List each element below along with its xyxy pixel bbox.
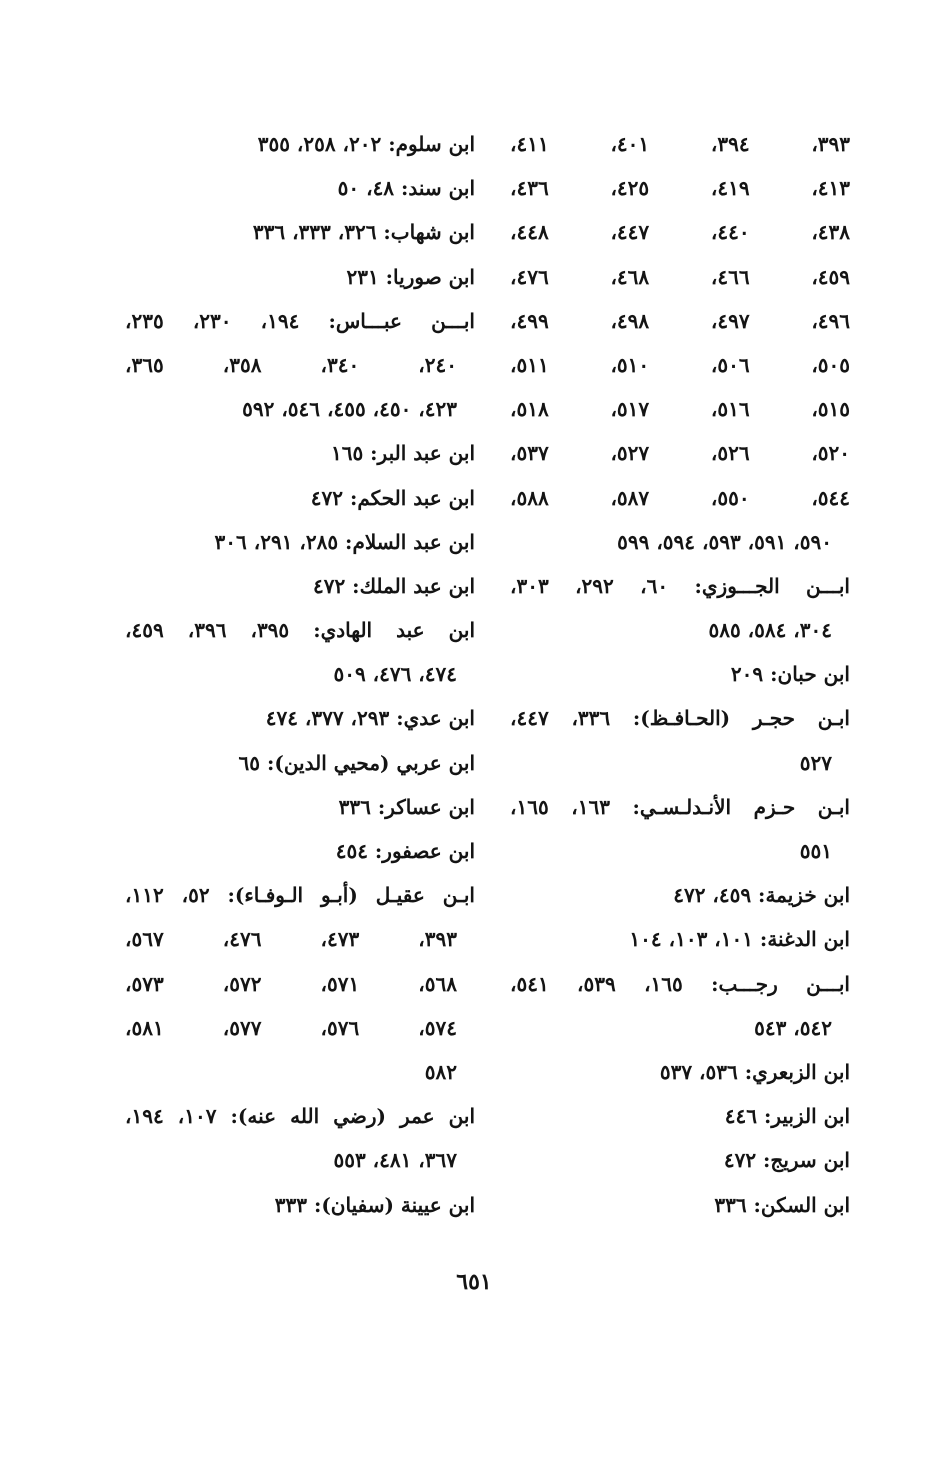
index-entry-line: ابـــن عبـــاس: ١٩٤، ٢٣٠، ٢٣٥، [125, 308, 475, 333]
index-entry-line: ابن الزبعري: ٥٣٦، ٥٣٧ [659, 1059, 850, 1084]
index-entry-line: ابن عيينة (سفيان): ٣٣٣ [274, 1192, 475, 1217]
index-entry-line: ابن حبان: ٢٠٩ [730, 662, 850, 687]
index-entry-line: ابن عبد الحكم: ٤٧٢ [310, 485, 475, 510]
index-entry-line: ابن عربي (محيي الدين): ٦٥ [238, 750, 475, 775]
index-entry-line: ٥٧٤، ٥٧٦، ٥٧٧، ٥٨١، [125, 1015, 457, 1040]
index-entry-line: ٢٤٠، ٣٤٠، ٣٥٨، ٣٦٥، [125, 352, 457, 377]
index-entry-line: ٤٥٩، ٤٦٦، ٤٦٨، ٤٧٦، [510, 264, 851, 289]
index-entry-line: ٤٧٤، ٤٧٦، ٥٠٩ [333, 662, 457, 687]
index-entry-line: ٥٥١ [799, 839, 832, 863]
index-entry-line: ابـن عقيـل (أبـو الـوفـاء): ٥٢، ١١٢، [125, 883, 475, 908]
index-entry-line: ٣٦٧، ٤٨١، ٥٥٣ [333, 1148, 457, 1173]
index-entry-line: ٥١٥، ٥١٦، ٥١٧، ٥١٨، [510, 397, 851, 422]
index-entry-line: ٥٤٢، ٥٤٣ [754, 1015, 832, 1040]
index-entry-line: ابن عصفور: ٤٥٤ [335, 839, 475, 863]
index-entry-line: ابن عمر (رضي الله عنه): ١٠٧، ١٩٤، [125, 1104, 476, 1129]
index-entry-line: ٤٣٨، ٤٤٠، ٤٤٧، ٤٤٨، [510, 220, 851, 245]
index-entry-line: ابن عبد الملك: ٤٧٢ [312, 573, 475, 598]
index-entry-line: ٣٠٤، ٥٨٤، ٥٨٥ [708, 618, 832, 643]
index-column-right [510, 122, 850, 1227]
index-entry-line: ٥٨٢ [424, 1059, 457, 1084]
index-entry-line: ٤٢٣، ٤٥٠، ٤٥٥، ٥٤٦، ٥٩٢ [242, 397, 457, 422]
index-entry-line: ٥٩٠، ٥٩١، ٥٩٣، ٥٩٤، ٥٩٩ [617, 529, 832, 554]
index-entry-line: ابن شهاب: ٣٢٦، ٣٣٣، ٣٣٦ [252, 220, 475, 245]
index-entry-line: ابن سلوم: ٢٠٢، ٢٥٨، ٣٥٥ [257, 132, 475, 156]
index-entry-line: ٥٢٠، ٥٢٦، ٥٢٧، ٥٣٧، [510, 441, 851, 466]
index-column-left [125, 122, 475, 1227]
index-entry-line: ابـن حـزم الأنـدلـسـي: ١٦٣، ١٦٥، [510, 794, 850, 819]
index-entry-line: ابـــن الجـــوزي: ٦٠، ٢٩٢، ٣٠٣، [510, 573, 850, 598]
index-entry-line: ٥٢٧ [799, 750, 832, 775]
index-entry-line: ابن صوريا: ٢٣١ [346, 264, 475, 289]
index-entry-line: ابن عبد الهادي: ٣٩٥، ٣٩٦، ٤٥٩، [125, 618, 476, 643]
index-entry-line: ابن الزبير: ٤٤٦ [724, 1104, 850, 1129]
index-entry-line: ابن عساكر: ٣٣٦ [338, 794, 475, 819]
index-entry-line: ٥٤٤، ٥٥٠، ٥٨٧، ٥٨٨، [510, 485, 851, 510]
page-number: ٦٥١ [456, 1269, 492, 1295]
index-entry-line: ابن عبد السلام: ٢٨٥، ٢٩١، ٣٠٦ [214, 529, 475, 554]
index-entry-line: ابـــن رجـــب: ١٦٥، ٥٣٩، ٥٤١، [510, 971, 850, 996]
index-entry-line: ابن خزيمة: ٤٥٩، ٤٧٢ [673, 883, 850, 908]
index-entry-line: ٤٩٦، ٤٩٧، ٤٩٨، ٤٩٩، [510, 308, 851, 333]
index-entry-line: ٤١٣، ٤١٩، ٤٢٥، ٤٣٦، [510, 176, 851, 201]
index-entry-line: ابن الدغنة: ١٠١، ١٠٣، ١٠٤ [629, 927, 850, 952]
index-entry-line: ٥٦٨، ٥٧١، ٥٧٢، ٥٧٣، [125, 971, 457, 996]
index-entry-line: ابن سند: ٤٨، ٥٠ [337, 176, 475, 201]
index-entry-line: ابن سريج: ٤٧٢ [723, 1148, 850, 1173]
index-entry-line: ابـن حجـر (الحـافـظ): ٣٣٦، ٤٤٧، [510, 706, 850, 731]
index-entry-line: ابن عدي: ٢٩٣، ٣٧٧، ٤٧٤ [265, 706, 475, 731]
index-entry-line: ابن عبد البر: ١٦٥ [330, 441, 475, 466]
index-entry-line: ٣٩٣، ٣٩٤، ٤٠١، ٤١١، [510, 132, 851, 156]
index-entry-line: ٥٠٥، ٥٠٦، ٥١٠، ٥١١، [510, 352, 851, 377]
index-entry-line: ٣٩٣، ٤٧٣، ٤٧٦، ٥٦٧، [125, 927, 457, 952]
index-entry-line: ابن السكن: ٣٣٦ [714, 1192, 850, 1217]
